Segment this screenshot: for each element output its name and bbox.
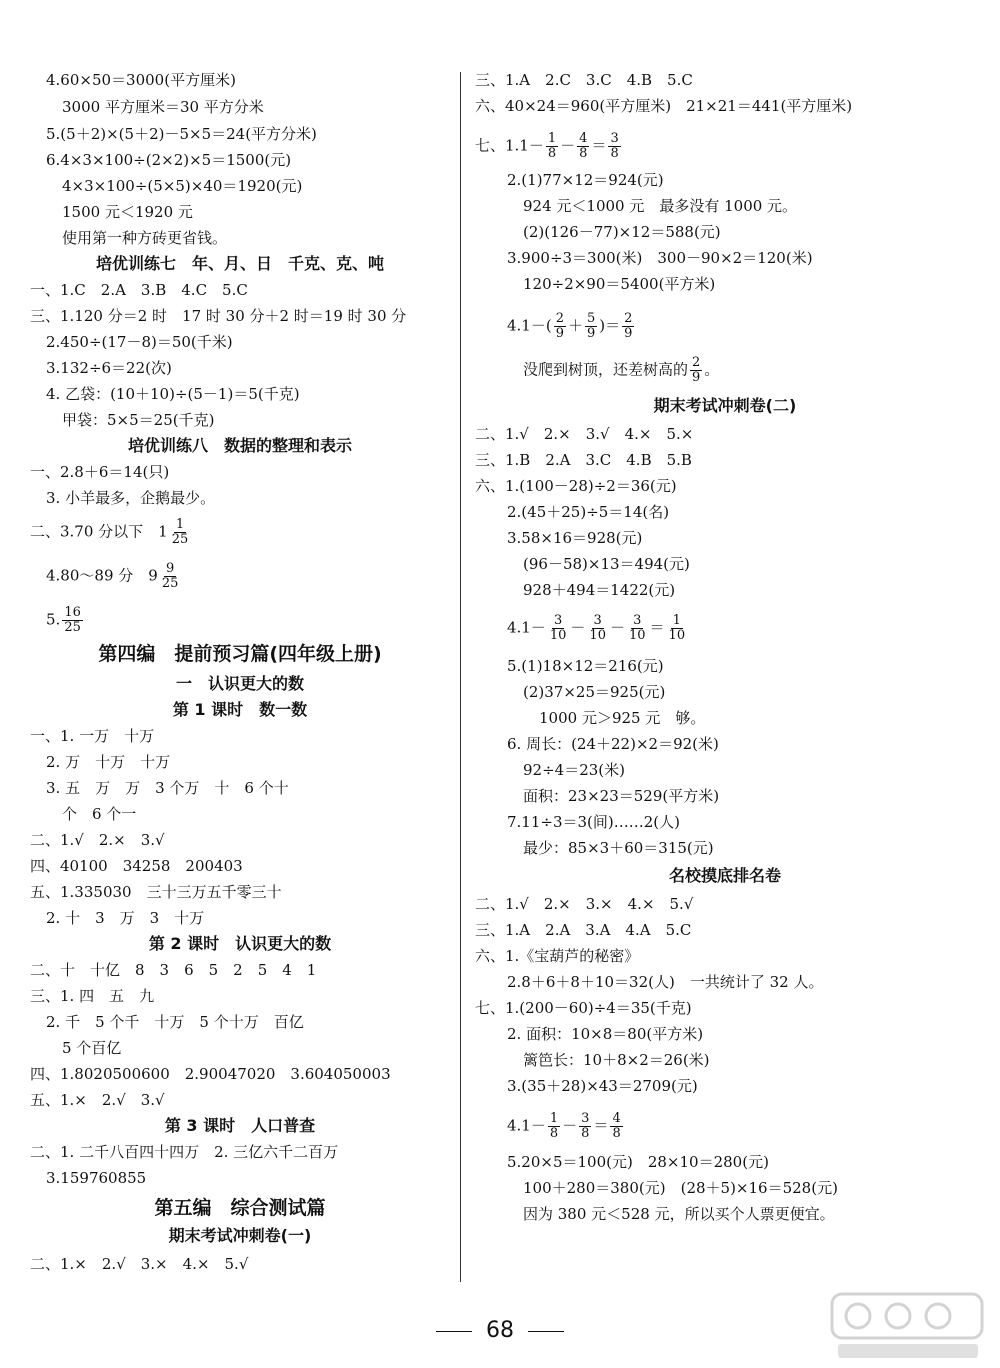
answer-line <box>30 880 282 904</box>
denominator: 9 <box>587 326 596 341</box>
fraction <box>577 132 589 161</box>
denominator: 10 <box>628 628 646 643</box>
answer-line <box>523 220 721 244</box>
answer-text: 7.11÷3＝3(间)……2(人) <box>507 813 681 831</box>
denominator: 9 <box>624 326 633 341</box>
answer-text: 4×3×100÷(5×5)×40＝1920(元) <box>62 177 303 195</box>
denominator: 10 <box>668 628 686 643</box>
numerator: 3 <box>610 131 619 146</box>
section-heading <box>30 1196 450 1220</box>
answer-line <box>523 1202 835 1226</box>
answer-line <box>523 552 690 576</box>
answer-line <box>46 750 170 774</box>
answer-line <box>507 732 719 756</box>
fraction <box>627 614 648 643</box>
answer-line <box>30 304 406 328</box>
answer-text: 5. <box>46 610 61 629</box>
fraction <box>170 518 191 547</box>
fraction <box>546 132 558 161</box>
answer-text: 2.(1)77×12＝924(元) <box>507 171 664 189</box>
answer-line <box>46 330 233 354</box>
answer-text: 1000 元＞925 元 够。 <box>539 709 706 727</box>
fraction <box>585 312 597 341</box>
answer-text: 五、1.× 2.√ 3.√ <box>30 1091 165 1109</box>
answer-text: 二、1.√ 2.× 3.× 4.× 5.√ <box>475 895 694 913</box>
fraction <box>608 132 620 161</box>
answer-line <box>46 1166 146 1190</box>
section-heading <box>30 1114 450 1138</box>
fraction <box>579 1112 591 1141</box>
answer-line <box>46 486 215 510</box>
answer-line <box>62 226 227 250</box>
answer-line <box>507 168 664 192</box>
dash-left <box>436 1331 472 1332</box>
answer-line <box>475 448 692 472</box>
answer-line <box>46 122 317 146</box>
answer-line <box>475 892 693 916</box>
answer-line <box>523 578 675 602</box>
answer-line <box>46 906 204 930</box>
answer-text: 4.60×50＝3000(平方厘米) <box>46 71 236 89</box>
answer-line <box>30 828 165 852</box>
answer-text: 100＋280＝380(元) (28＋5)×16＝528(元) <box>523 1179 838 1197</box>
answer-line <box>62 95 264 119</box>
answer-text: 期末考试冲刺卷(一) <box>168 1226 312 1245</box>
numerator: 1 <box>547 131 557 146</box>
denominator: 25 <box>161 576 179 591</box>
answer-text: 一、2.8＋6＝14(只) <box>30 463 170 481</box>
numerator: 3 <box>633 613 642 628</box>
numerator: 4 <box>612 1111 621 1126</box>
answer-line <box>475 996 692 1020</box>
answer-text: (2)37×25＝925(元) <box>523 683 666 701</box>
answer-line <box>507 526 642 550</box>
answer-text: 3.132÷6＝22(次) <box>46 359 172 377</box>
numerator: 3 <box>581 1111 590 1126</box>
section-heading <box>30 642 450 666</box>
answer-line <box>507 1150 769 1174</box>
answer-text: (2)(126－77)×12＝588(元) <box>523 223 721 241</box>
denominator: 10 <box>589 628 606 643</box>
denominator: 8 <box>579 146 588 161</box>
answer-line <box>523 1048 710 1072</box>
answer-text: 使用第一种方砖更省钱。 <box>62 229 228 247</box>
numerator: 3 <box>553 613 563 628</box>
answer-text: 5.20×5＝100(元) 28×10＝280(元) <box>507 1153 769 1171</box>
answer-line <box>475 422 693 446</box>
fraction <box>62 606 83 635</box>
answer-text: 2.450÷(17－8)＝50(千米) <box>46 333 233 351</box>
answer-line <box>523 836 714 860</box>
answer-line <box>475 68 693 92</box>
answer-text: 二、1.× 2.√ 3.× 4.× 5.√ <box>30 1255 249 1273</box>
answer-text: 名校摸底排名卷 <box>668 866 781 885</box>
denominator: 8 <box>549 1126 559 1141</box>
answer-text: 3. 小羊最多，企鹅最少。 <box>46 489 216 507</box>
answer-text: 没爬到树顶，还差树高的 <box>523 360 689 379</box>
answer-text: (96－58)×13＝494(元) <box>523 555 690 573</box>
operator: － <box>560 136 576 155</box>
answer-text: 七、1.(200－60)÷4＝35(千克) <box>475 999 692 1017</box>
answer-text: 二、1. 二千八百四十四万 2. 三亿六千二百万 <box>30 1143 339 1161</box>
answer-text: 四、1.8020500600 2.90047020 3.604050003 <box>30 1065 391 1083</box>
answer-line <box>30 460 169 484</box>
answer-line <box>46 562 182 591</box>
answer-line <box>30 854 243 878</box>
answer-text: 928＋494＝1422(元) <box>523 581 676 599</box>
answer-line <box>475 918 691 942</box>
denominator: 25 <box>171 532 189 547</box>
answer-line <box>46 148 291 172</box>
section-heading <box>30 698 450 722</box>
fraction <box>548 614 569 643</box>
fraction <box>554 312 566 341</box>
answer-line <box>62 408 214 432</box>
answer-text: 五、1.335030 三十三万五千零三十 <box>30 883 282 901</box>
answer-text: 2.8＋6＋8＋10＝32(人) 一共统计了 32 人。 <box>507 973 824 991</box>
operator: － <box>609 618 625 637</box>
answer-text: 2. 十 3 万 3 十万 <box>46 909 205 927</box>
denominator: 10 <box>549 628 567 643</box>
answer-text: 第五编 综合测试篇 <box>154 1197 326 1219</box>
answer-line <box>523 272 715 296</box>
answer-line <box>507 1022 703 1046</box>
answer-line <box>507 1112 625 1141</box>
operator: 。 <box>704 360 720 379</box>
section-heading <box>30 932 450 956</box>
denominator: 25 <box>64 620 81 635</box>
answer-line <box>62 1036 121 1060</box>
numerator: 9 <box>165 561 175 576</box>
answer-line <box>523 784 719 808</box>
operator: ＝ <box>593 1116 609 1135</box>
page-number-text: 68 <box>486 1318 514 1343</box>
fraction <box>160 562 181 591</box>
operator: ＝ <box>649 618 665 637</box>
answer-text: 2. 千 5 个千 十万 5 个十万 百亿 <box>46 1013 304 1031</box>
numerator: 4 <box>579 131 588 146</box>
operator: － <box>570 618 586 637</box>
answer-text: 2.(45＋25)÷5＝14(名) <box>507 503 670 521</box>
numerator: 3 <box>593 613 602 628</box>
fraction <box>667 614 688 643</box>
answer-text: 二、1.√ 2.× 3.√ 4.× 5.× <box>475 425 694 443</box>
fraction <box>587 614 608 643</box>
answer-line <box>30 984 154 1008</box>
answer-line <box>507 500 669 524</box>
answer-line <box>62 174 302 198</box>
section-heading <box>30 252 450 276</box>
operator: ＝ <box>591 136 607 155</box>
answer-text: 4.1－ <box>507 1116 546 1135</box>
answer-text: 最少：85×3＋60＝315(元) <box>523 839 714 857</box>
denominator: 9 <box>692 370 701 385</box>
answer-text: 120÷2×90＝5400(平方米) <box>523 275 716 293</box>
answer-text: 一、1. 一万 十万 <box>30 727 155 745</box>
numerator: 16 <box>64 605 81 620</box>
answer-text: 个 6 个一 <box>62 805 137 823</box>
answer-text: 4. 乙袋：(10＋10)÷(5－1)＝5(千克) <box>46 385 300 403</box>
answer-text: 二、1.√ 2.× 3.√ <box>30 831 165 849</box>
answer-text: 面积：23×23＝529(平方米) <box>523 787 720 805</box>
fraction <box>548 1112 560 1141</box>
denominator: 8 <box>547 146 557 161</box>
answer-text: 七、1.1－ <box>475 136 544 155</box>
answer-text: 5.(5＋2)×(5＋2)－5×5＝24(平方分米) <box>46 125 317 143</box>
section-heading <box>30 1224 450 1248</box>
answer-line <box>507 312 636 341</box>
dash-right <box>528 1331 564 1332</box>
answer-line <box>507 654 664 678</box>
answer-text: 六、1.《宝葫芦的秘密》 <box>475 947 640 965</box>
fraction <box>690 356 702 385</box>
denominator: 8 <box>581 1126 590 1141</box>
answer-text: 5 个百亿 <box>62 1039 122 1057</box>
answer-text: 6. 周长：(24＋22)×2＝92(米) <box>507 735 719 753</box>
operator: )＝ <box>599 316 621 335</box>
answer-text: 924 元＜1000 元 最多没有 1000 元。 <box>523 197 798 215</box>
answer-line <box>30 278 248 302</box>
answer-text: 三、1.A 2.C 3.C 4.B 5.C <box>475 71 693 89</box>
answer-text: 培优训练八 数据的整理和表示 <box>127 436 352 455</box>
answer-text: 4.1－( <box>507 316 552 335</box>
answer-text: 第四编 提前预习篇(四年级上册) <box>98 643 382 665</box>
numerator: 5 <box>587 311 596 326</box>
answer-line <box>46 356 172 380</box>
answer-text: 92÷4＝23(米) <box>523 761 625 779</box>
answer-text: 4.80～89 分 9 <box>46 566 158 585</box>
answer-text: 3.58×16＝928(元) <box>507 529 643 547</box>
answer-text: 一、1.C 2.A 3.B 4.C 5.C <box>30 281 248 299</box>
answer-text: 1500 元＜1920 元 <box>62 203 193 221</box>
answer-text: 第 3 课时 人口普查 <box>164 1116 316 1135</box>
answer-text: 5.(1)18×12＝216(元) <box>507 657 664 675</box>
section-heading <box>475 394 975 418</box>
column-divider <box>460 72 461 1282</box>
fraction <box>610 1112 622 1141</box>
answer-line <box>475 94 852 118</box>
numerator: 2 <box>692 355 701 370</box>
answer-line <box>30 518 192 547</box>
numerator: 2 <box>624 311 633 326</box>
numerator: 2 <box>555 311 564 326</box>
answer-text: 2. 万 十万 十万 <box>46 753 171 771</box>
answer-text: 二、十 十亿 8 3 6 5 2 5 4 1 <box>30 961 317 979</box>
answer-text: 培优训练七 年、月、日 千克、克、吨 <box>95 254 384 273</box>
denominator: 9 <box>555 326 564 341</box>
answer-text: 二、3.70 分以下 1 <box>30 522 168 541</box>
answer-line <box>30 1088 165 1112</box>
operator: ＋ <box>568 316 584 335</box>
answer-text: 3.900÷3＝300(米) 300－90×2＝120(米) <box>507 249 813 267</box>
answer-line <box>523 1176 838 1200</box>
answer-line <box>523 680 665 704</box>
answer-line <box>507 614 689 643</box>
numerator: 1 <box>175 517 185 532</box>
answer-text: 3.159760855 <box>46 1169 147 1187</box>
answer-line <box>475 474 677 498</box>
answer-line <box>539 706 705 730</box>
denominator: 8 <box>610 146 619 161</box>
answer-line <box>507 970 823 994</box>
answer-line <box>507 810 680 834</box>
answer-line <box>46 1010 304 1034</box>
answer-line <box>62 200 193 224</box>
answer-text: 第 1 课时 数一数 <box>172 700 308 719</box>
answer-line <box>507 246 813 270</box>
answer-line <box>30 1252 248 1276</box>
watermark-logo-icon <box>828 1290 988 1364</box>
answer-line <box>30 1140 338 1164</box>
answer-text: 6.4×3×100÷(2×2)×5＝1500(元) <box>46 151 292 169</box>
answer-line <box>30 958 316 982</box>
answer-line <box>46 382 300 406</box>
answer-text: 三、1. 四 五 九 <box>30 987 155 1005</box>
answer-text: 三、1.B 2.A 3.C 4.B 5.B <box>475 451 692 469</box>
denominator: 8 <box>612 1126 621 1141</box>
answer-text: 2. 面积：10×8＝80(平方米) <box>507 1025 704 1043</box>
section-heading <box>475 864 975 888</box>
answer-line <box>523 758 625 782</box>
answer-text: 3. 五 万 万 3 个万 十 6 个十 <box>46 779 289 797</box>
answer-text: 因为 380 元＜528 元，所以买个人票更便宜。 <box>523 1205 835 1223</box>
numerator: 1 <box>549 1111 559 1126</box>
answer-line <box>523 194 797 218</box>
answer-text: 甲袋：5×5＝25(千克) <box>62 411 215 429</box>
answer-line <box>30 724 154 748</box>
answer-line <box>523 356 719 385</box>
answer-text: 期末考试冲刺卷(二) <box>653 396 797 415</box>
answer-text: 三、1.120 分＝2 时 17 时 30 分＋2 时＝19 时 30 分 <box>30 307 407 325</box>
answer-text: 3000 平方厘米＝30 平方分米 <box>62 98 264 116</box>
answer-line <box>62 802 136 826</box>
answer-line <box>475 944 639 968</box>
answer-text: 六、1.(100－28)÷2＝36(元) <box>475 477 677 495</box>
numerator: 1 <box>672 613 681 628</box>
operator: － <box>562 1116 578 1135</box>
answer-text: 四、40100 34258 200403 <box>30 857 243 875</box>
answer-line <box>30 1062 391 1086</box>
answer-text: 三、1.A 2.A 3.A 4.A 5.C <box>475 921 692 939</box>
answer-text: 第 2 课时 认识更大的数 <box>148 934 332 953</box>
answer-line <box>475 132 623 161</box>
section-heading <box>30 672 450 696</box>
answer-line <box>46 68 236 92</box>
answer-text: 一 认识更大的数 <box>175 674 304 693</box>
answer-text: 3.(35＋28)×43＝2709(元) <box>507 1077 698 1095</box>
answer-text: 篱笆长：10＋8×2＝26(米) <box>523 1051 710 1069</box>
fraction <box>622 312 634 341</box>
answer-text: 4.1－ <box>507 618 546 637</box>
answer-line <box>507 1074 698 1098</box>
answer-text: 六、40×24＝960(平方厘米) 21×21＝441(平方厘米) <box>475 97 853 115</box>
section-heading <box>30 434 450 458</box>
answer-line <box>46 776 289 800</box>
answer-line <box>46 606 85 635</box>
